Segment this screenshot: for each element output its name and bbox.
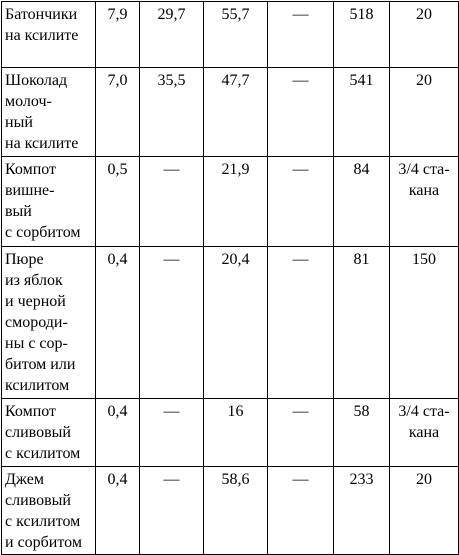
other-cell: —	[268, 157, 334, 247]
fat-cell: —	[140, 399, 204, 467]
kcal-cell: 58	[334, 399, 390, 467]
protein-cell: 7,0	[96, 68, 140, 157]
carbs-cell: 20,4	[204, 247, 268, 399]
kcal-cell: 233	[334, 467, 390, 555]
kcal-cell: 81	[334, 247, 390, 399]
product-name-cell: Компот сливовый с ксилитом	[2, 399, 96, 467]
nutrition-table	[1, 1, 459, 555]
table-row	[2, 247, 459, 399]
table-row	[2, 399, 459, 467]
other-cell: —	[268, 2, 334, 68]
other-cell: —	[268, 399, 334, 467]
other-cell: —	[268, 467, 334, 555]
table-row	[2, 2, 459, 68]
protein-cell: 0,4	[96, 399, 140, 467]
carbs-cell: 55,7	[204, 2, 268, 68]
carbs-cell: 58,6	[204, 467, 268, 555]
product-name-cell: Батончики на ксилите	[2, 2, 96, 68]
portion-cell: 20	[390, 467, 459, 555]
portion-cell: 3/4 ста- кана	[390, 157, 459, 247]
portion-cell: 150	[390, 247, 459, 399]
kcal-cell: 518	[334, 2, 390, 68]
table-row	[2, 68, 459, 157]
fat-cell: —	[140, 157, 204, 247]
product-name-cell: Шоколад молоч- ный на ксилите	[2, 68, 96, 157]
fat-cell: 35,5	[140, 68, 204, 157]
fat-cell: —	[140, 467, 204, 555]
kcal-cell: 541	[334, 68, 390, 157]
protein-cell: 0,5	[96, 157, 140, 247]
portion-cell: 20	[390, 2, 459, 68]
table-row	[2, 157, 459, 247]
carbs-cell: 47,7	[204, 68, 268, 157]
fat-cell: —	[140, 247, 204, 399]
protein-cell: 0,4	[96, 247, 140, 399]
other-cell: —	[268, 247, 334, 399]
protein-cell: 0,4	[96, 467, 140, 555]
protein-cell: 7,9	[96, 2, 140, 68]
table-row	[2, 467, 459, 555]
fat-cell: 29,7	[140, 2, 204, 68]
product-name-cell: Джем сливовый с ксилитом и сорбитом	[2, 467, 96, 555]
other-cell: —	[268, 68, 334, 157]
carbs-cell: 21,9	[204, 157, 268, 247]
kcal-cell: 84	[334, 157, 390, 247]
portion-cell: 3/4 ста- кана	[390, 399, 459, 467]
product-name-cell: Компот вишне- вый с сорбитом	[2, 157, 96, 247]
portion-cell: 20	[390, 68, 459, 157]
product-name-cell: Пюре из яблок и черной смороди- ны с сор- битом или ксилитом	[2, 247, 96, 399]
carbs-cell: 16	[204, 399, 268, 467]
